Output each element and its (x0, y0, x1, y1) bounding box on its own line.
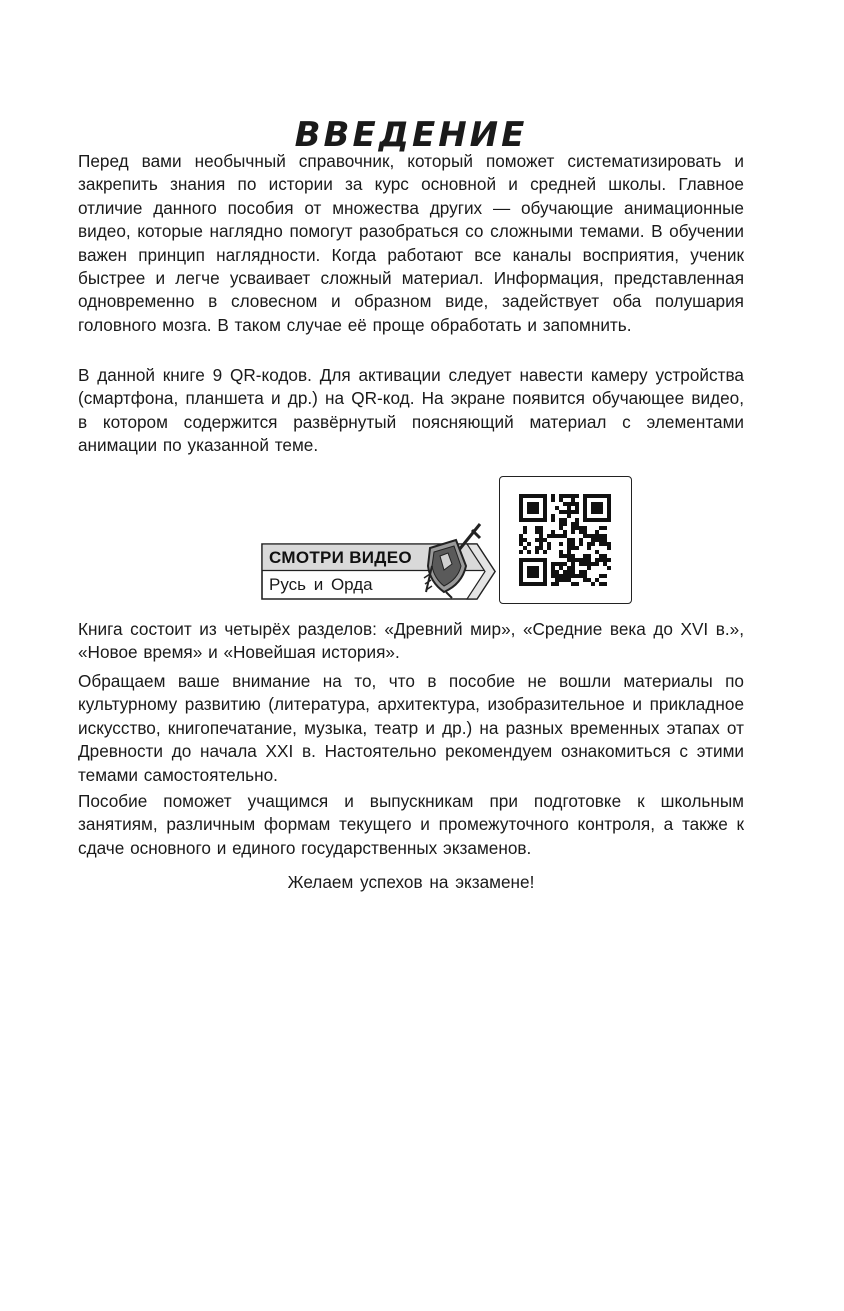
closing-wish: Желаем успехов на экзамене! (287, 872, 535, 892)
knight-shield-sword-icon (422, 522, 484, 600)
watch-video-heading: СМОТРИ ВИДЕО (269, 548, 412, 567)
paragraph-qr-codes: В данной книге 9 QR-кодов. Для активации следует навести камеру устройства (смартфона, планшета и др.) на QR-код. На экране появится обучающее видео, в котором содержится развёрнутый поясняющий материал с элементами анимации по указанной теме. (78, 365, 744, 456)
paragraph-intro: Перед вами необычный справочник, который поможет систематизировать и закрепить знания по истории за курс основной и средней школы. Главное отличие данного пособия от множества других — обучающие анимационные видео, которые наглядно помогут разобраться со сложными темами. В обучении важен принцип наглядности. Когда работают все каналы восприятия, ученик быстрее и легче усваивает сложный материал. Информация, представленная одновременно в словесном и образном виде, задействует оба полушария головного мозга. В таком случае её проще обработать и запомнить. (78, 151, 744, 335)
paragraph-sections: Книга состоит из четырёх разделов: «Древний мир», «Средние века до XVI в.», «Новое время» и «Новейшая история». (78, 619, 744, 663)
qr-code-icon (519, 494, 611, 586)
paragraph-attention: Обращаем ваше внимание на то, что в пособие не вошли материалы по культурному развитию (литература, архитектура, изобразительное и прикладное искусство, книгопечатание, музыка, театр и др.) на разных временных этапах от Древности до начала XXI в. Настоятельно рекомендуем ознакомиться с этими темами самостоятельно. (78, 671, 744, 785)
page-title: ВВЕДЕНИЕ (294, 114, 528, 155)
qr-code-frame[interactable] (499, 476, 632, 604)
video-topic: Русь и Орда (269, 575, 373, 594)
paragraph-purpose: Пособие поможет учащимся и выпускникам при подготовке к школьным занятиям, различным формам текущего и промежуточного контроля, а также к сдаче основного и единого государственных экзаменов. (78, 791, 744, 858)
